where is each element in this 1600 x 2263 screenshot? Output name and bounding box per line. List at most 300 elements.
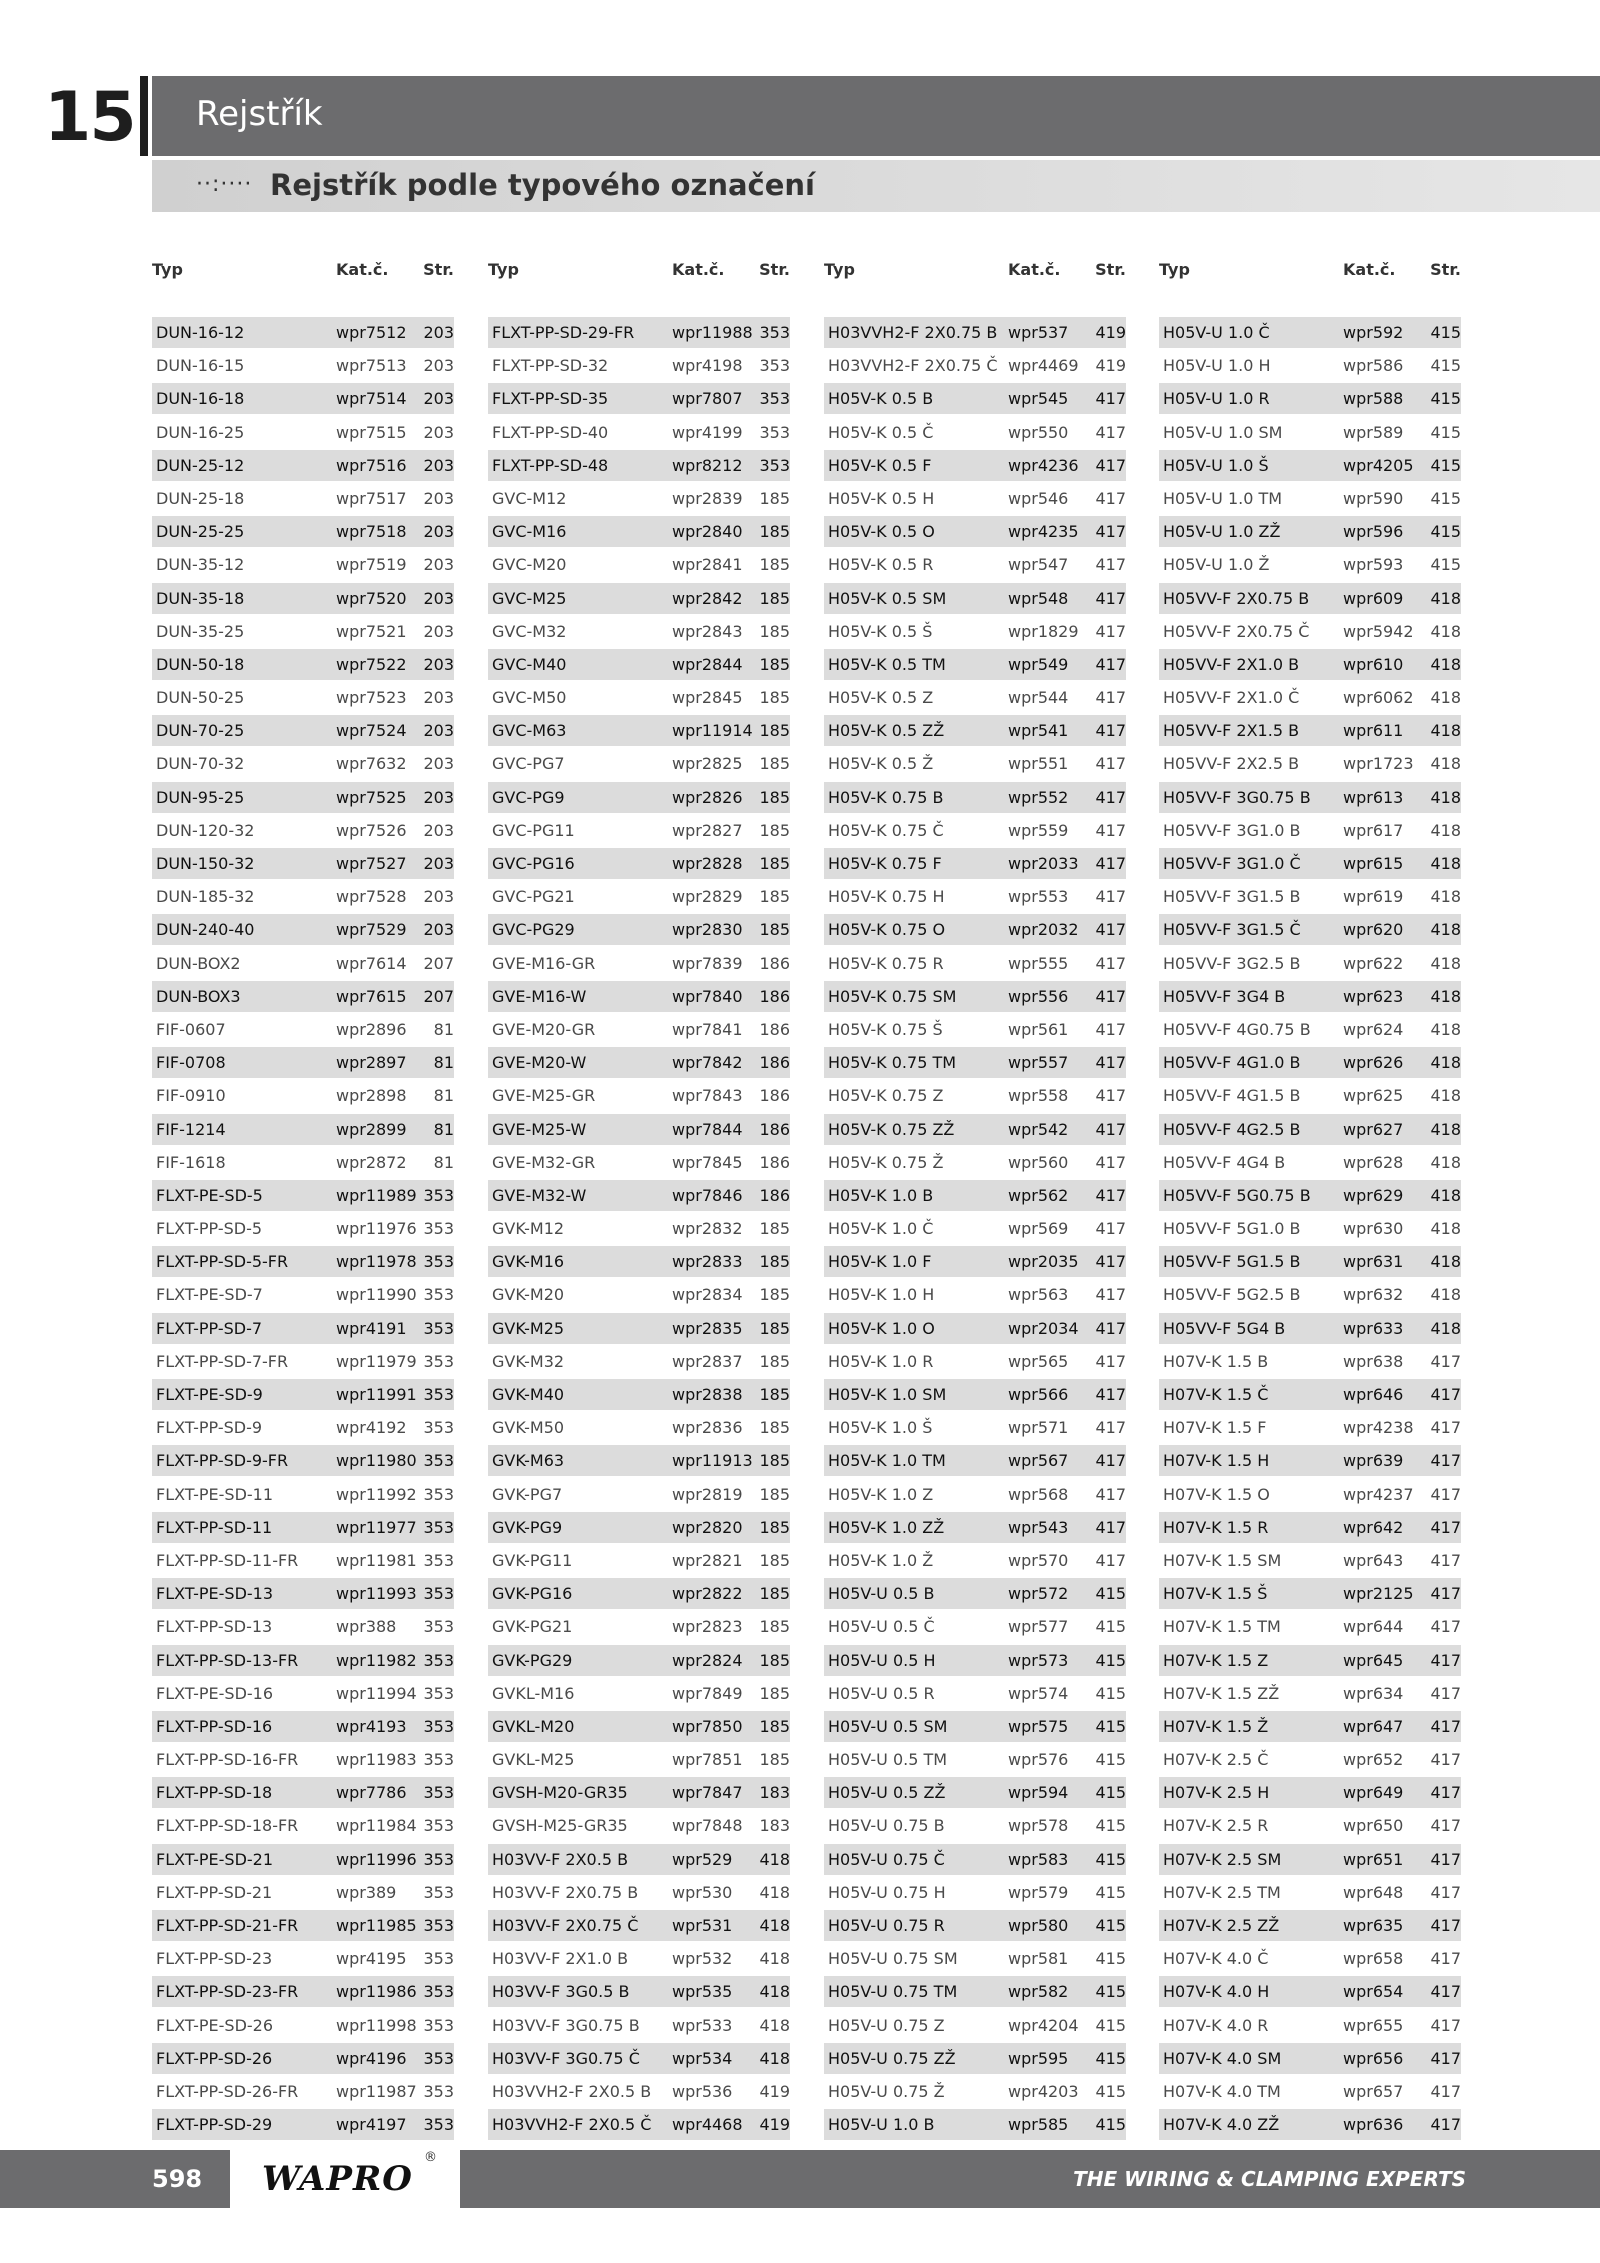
cell-typ: H05V-U 1.0 Ž [1163,555,1270,575]
cell-str: 185 [759,621,790,641]
cell-typ: H07V-K 1.5 H [1163,1451,1270,1471]
cell-kat: wpr534 [672,2048,733,2068]
cell-typ: H05V-U 1.0 H [1163,356,1271,376]
cell-str: 353 [423,2048,454,2068]
table-row [1159,1744,1461,1775]
cell-str: 203 [423,323,454,342]
cell-str: 418 [1430,1285,1461,1305]
table-row [1159,1445,1461,1476]
table-row [824,1611,1126,1642]
cell-typ: GVKL-M16 [492,1683,575,1703]
cell-str: 417 [1095,488,1126,508]
table-row [152,1512,454,1543]
cell-typ: GVK-PG16 [492,1584,573,1604]
table-row [488,450,790,481]
table-row [824,1147,1126,1178]
cell-typ: GVE-M16-GR [492,953,596,973]
cell-typ: DUN-50-18 [156,654,245,674]
cell-str: 203 [423,522,454,542]
cell-typ: H05V-U 0.5 TM [828,1750,948,1770]
cell-str: 417 [1095,455,1126,475]
cell-kat: wpr578 [1008,1816,1069,1836]
cell-typ: H05V-U 0.75 Z [828,2015,945,2035]
cell-str: 418 [759,2048,790,2068]
cell-str: 415 [1095,2048,1126,2068]
cell-kat: wpr625 [1343,1086,1404,1106]
table-row [824,1976,1126,2007]
cell-kat: wpr563 [1008,1285,1069,1305]
cell-str: 417 [1430,1451,1461,1471]
table-row [152,1711,454,1742]
cell-str: 185 [759,1484,790,1504]
table-row [152,1147,454,1178]
table-row [824,981,1126,1012]
table-row [824,848,1126,879]
table-row [824,1080,1126,1111]
table-row [488,1744,790,1775]
cell-typ: H05VV-F 2X1.5 B [1163,721,1300,741]
cell-typ: H03VV-F 2X0.75 B [492,1882,639,1902]
table-row [824,2010,1126,2041]
cell-str: 417 [1095,820,1126,840]
table-row [1159,417,1461,448]
cell-str: 417 [1430,1584,1461,1604]
cell-kat: wpr2830 [672,920,743,940]
cell-kat: wpr2125 [1343,1584,1414,1604]
cell-typ: GVC-PG29 [492,920,575,940]
cell-str: 415 [1095,1882,1126,1902]
cell-typ: H05V-U 0.75 ZŽ [828,2048,956,2068]
cell-str: 185 [759,588,790,608]
cell-typ: GVK-M12 [492,1219,565,1239]
cell-kat: wpr11990 [336,1285,417,1305]
cell-kat: wpr529 [672,1849,733,1869]
table-row [152,2010,454,2041]
cell-typ: H07V-K 2.5 H [1163,1783,1270,1803]
cell-str: 185 [759,522,790,542]
cell-kat: wpr620 [1343,920,1404,940]
cell-typ: H07V-K 4.0 ZŽ [1163,2115,1280,2135]
cell-str: 418 [1430,1119,1461,1139]
cell-str: 185 [759,1385,790,1404]
table-row [824,583,1126,614]
cell-str: 203 [423,754,454,774]
cell-typ: FLXT-PP-SD-21 [156,1882,273,1902]
cell-str: 185 [759,1517,790,1537]
cell-typ: H03VV-F 2X0.75 Č [492,1916,639,1935]
cell-typ: GVE-M25-GR [492,1086,596,1106]
cell-kat: wpr11989 [336,1185,417,1205]
table-row [488,1645,790,1676]
cell-kat: wpr531 [672,1916,733,1935]
page-number: 598 [152,2165,203,2193]
cell-kat: wpr574 [1008,1683,1069,1703]
table-row [1159,881,1461,912]
section-title: Rejstřík podle typového označení [270,168,815,202]
cell-typ: H05V-K 1.0 TM [828,1451,946,1471]
table-row [488,1545,790,1576]
cell-str: 203 [423,920,454,940]
cell-typ: FLXT-PP-SD-11-FR [156,1550,299,1570]
cell-str: 81 [433,1119,454,1139]
table-row [1159,815,1461,846]
cell-kat: wpr2032 [1008,920,1079,940]
cell-kat: wpr11982 [336,1650,417,1670]
table-row [488,815,790,846]
cell-str: 353 [423,1185,454,1205]
cell-typ: H05V-U 0.75 TM [828,1982,958,2002]
cell-kat: wpr2834 [672,1285,743,1305]
cell-str: 185 [759,787,790,807]
cell-kat: wpr7519 [336,555,407,575]
cell-str: 419 [1095,356,1126,376]
table-row [488,1180,790,1211]
table-row [488,1445,790,1476]
table-row [824,2043,1126,2074]
cell-str: 185 [759,1351,790,1371]
cell-str: 185 [759,1219,790,1239]
cell-str: 185 [759,1451,790,1471]
cell-str: 417 [1095,1385,1126,1404]
cell-str: 353 [423,1285,454,1305]
cell-str: 417 [1095,1119,1126,1139]
cell-str: 185 [759,754,790,774]
cell-str: 417 [1095,588,1126,608]
table-row [1159,649,1461,680]
table-row [152,1744,454,1775]
cell-str: 185 [759,1584,790,1604]
cell-str: 417 [1430,1949,1461,1969]
cell-kat: wpr615 [1343,854,1404,873]
header-str: Str. [759,260,790,279]
cell-str: 415 [1430,323,1461,342]
cell-str: 353 [423,1849,454,1869]
cell-typ: H05V-U 0.5 B [828,1584,935,1604]
cell-kat: wpr2838 [672,1385,743,1404]
cell-kat: wpr7526 [336,820,407,840]
cell-typ: H03VVH2-F 2X0.75 Č [828,356,998,376]
cell-str: 353 [423,1451,454,1471]
table-row [152,1877,454,1908]
table-row [152,1379,454,1410]
cell-kat: wpr7529 [336,920,407,940]
cell-str: 418 [1430,1252,1461,1272]
cell-typ: H05VV-F 3G1.5 Č [1163,920,1301,940]
cell-kat: wpr648 [1343,1882,1404,1902]
cell-str: 203 [423,488,454,508]
cell-kat: wpr11983 [336,1750,417,1770]
cell-str: 353 [423,1650,454,1670]
table-row [152,583,454,614]
cell-str: 417 [1430,1882,1461,1902]
cell-kat: wpr1829 [1008,621,1079,641]
cell-kat: wpr560 [1008,1152,1069,1172]
cell-str: 186 [759,1119,790,1139]
cell-kat: wpr630 [1343,1219,1404,1239]
table-row [152,881,454,912]
table-row [824,383,1126,414]
cell-str: 353 [423,1816,454,1836]
cell-kat: wpr4469 [1008,356,1079,376]
cell-typ: FLXT-PP-SD-32 [492,356,609,376]
table-row [1159,1180,1461,1211]
cell-str: 415 [1430,455,1461,475]
cell-kat: wpr4196 [336,2048,407,2068]
cell-typ: GVKL-M25 [492,1750,575,1770]
cell-kat: wpr2035 [1008,1252,1079,1272]
table-row [152,383,454,414]
cell-str: 417 [1095,1550,1126,1570]
table-row [488,1412,790,1443]
cell-kat: wpr7527 [336,854,407,873]
cell-typ: H05V-U 1.0 TM [1163,488,1283,508]
cell-kat: wpr594 [1008,1783,1069,1803]
cell-kat: wpr624 [1343,1019,1404,1039]
cell-typ: DUN-25-25 [156,522,245,542]
table-row [1159,516,1461,547]
cell-typ: H03VV-F 2X0.5 B [492,1849,629,1869]
chapter-number: 15 [44,78,135,157]
cell-str: 185 [759,1318,790,1338]
table-row [488,616,790,647]
cell-kat: wpr631 [1343,1252,1404,1272]
table-row [1159,2010,1461,2041]
table-row [824,1578,1126,1609]
cell-typ: FLXT-PP-SD-18-FR [156,1816,299,1836]
table-row [1159,1412,1461,1443]
cell-typ: FLXT-PP-SD-9-FR [156,1451,289,1471]
cell-typ: FLXT-PP-SD-26-FR [156,2081,299,2101]
cell-str: 417 [1095,555,1126,575]
cell-kat: wpr7844 [672,1119,743,1139]
cell-kat: wpr2872 [336,1152,407,1172]
cell-typ: H05VV-F 4G2.5 B [1163,1119,1301,1139]
cell-str: 418 [1430,688,1461,708]
table-row [152,2109,454,2140]
cell-typ: H05V-U 0.75 B [828,1816,945,1836]
cell-kat: wpr610 [1343,654,1404,674]
table-row [488,1711,790,1742]
cell-typ: H05VV-F 2X0.75 Č [1163,621,1310,641]
cell-str: 203 [423,820,454,840]
cell-typ: FIF-0910 [156,1086,226,1106]
cell-kat: wpr575 [1008,1716,1069,1736]
cell-typ: H05V-U 0.5 SM [828,1716,948,1736]
table-row [1159,2076,1461,2107]
table-row [824,516,1126,547]
cell-typ: H05V-U 1.0 Č [1163,323,1270,342]
cell-str: 417 [1095,1053,1126,1073]
cell-str: 185 [759,1418,790,1438]
cell-typ: H07V-K 1.5 Ž [1163,1716,1269,1736]
cell-kat: wpr561 [1008,1019,1069,1039]
table-row [824,2109,1126,2140]
cell-typ: H05VV-F 5G1.5 B [1163,1252,1301,1272]
cell-str: 185 [759,1750,790,1770]
cell-typ: H05V-K 0.5 TM [828,654,946,674]
cell-typ: GVC-M50 [492,688,567,708]
table-row [488,1877,790,1908]
cell-str: 415 [1095,1617,1126,1637]
cell-typ: H05V-U 0.75 R [828,1916,945,1935]
cell-kat: wpr11913 [672,1451,753,1471]
cell-str: 417 [1095,1019,1126,1039]
table-row [488,1213,790,1244]
cell-kat: wpr11992 [336,1484,417,1504]
table-row [1159,782,1461,813]
cell-kat: wpr4204 [1008,2015,1079,2035]
cell-str: 417 [1095,721,1126,741]
cell-str: 186 [759,1053,790,1073]
cell-typ: GVC-PG21 [492,887,575,907]
cell-str: 207 [423,986,454,1006]
cell-typ: H05V-K 0.75 Z [828,1086,944,1106]
column-header [152,257,454,283]
cell-typ: DUN-95-25 [156,787,245,807]
cell-str: 185 [759,1683,790,1703]
cell-typ: FLXT-PP-SD-40 [492,422,609,442]
cell-typ: H07V-K 1.5 R [1163,1517,1269,1537]
cell-kat: wpr2827 [672,820,743,840]
table-row [488,549,790,580]
cell-typ: H05VV-F 3G1.0 B [1163,820,1301,840]
cell-typ: GVC-PG7 [492,754,565,774]
cell-typ: H07V-K 1.5 ZŽ [1163,1683,1280,1703]
table-row [152,748,454,779]
column-header [824,257,1126,283]
cell-kat: wpr633 [1343,1318,1404,1338]
cell-str: 417 [1430,1617,1461,1637]
cell-kat: wpr4236 [1008,455,1079,475]
cell-kat: wpr567 [1008,1451,1069,1471]
cell-typ: GVE-M32-GR [492,1152,596,1172]
table-row [1159,549,1461,580]
cell-typ: H05VV-F 5G0.75 B [1163,1185,1311,1205]
cell-str: 353 [423,1385,454,1404]
table-row [824,1844,1126,1875]
table-row [152,516,454,547]
cell-kat: wpr7514 [336,389,407,409]
cell-typ: H05V-K 1.0 R [828,1351,934,1371]
cell-kat: wpr2825 [672,754,743,774]
cell-typ: GVE-M20-GR [492,1019,596,1039]
table-row [488,1279,790,1310]
cell-str: 185 [759,820,790,840]
index-column-4 [1159,257,1461,2142]
table-row [824,1943,1126,1974]
cell-typ: H05V-K 1.0 Č [828,1219,934,1239]
cell-typ: GVC-M32 [492,621,567,641]
table-row [824,1279,1126,1310]
cell-typ: GVE-M16-W [492,986,587,1006]
table-row [824,616,1126,647]
cell-kat: wpr619 [1343,887,1404,907]
table-row [824,2076,1126,2107]
cell-str: 203 [423,854,454,873]
table-row [152,1976,454,2007]
cell-typ: DUN-35-12 [156,555,245,575]
cell-str: 185 [759,854,790,873]
cell-kat: wpr11994 [336,1683,417,1703]
column-header [488,257,790,283]
cell-typ: DUN-16-12 [156,323,245,342]
table-row [152,1611,454,1642]
cell-kat: wpr7520 [336,588,407,608]
cell-typ: GVC-M63 [492,721,567,741]
cell-typ: FLXT-PP-SD-23-FR [156,1982,299,2002]
cell-typ: DUN-25-12 [156,455,245,475]
cell-typ: FLXT-PP-SD-21-FR [156,1916,299,1935]
cell-kat: wpr2837 [672,1351,743,1371]
cell-kat: wpr593 [1343,555,1404,575]
cell-typ: H05V-U 0.75 SM [828,1949,958,1969]
cell-kat: wpr565 [1008,1351,1069,1371]
cell-str: 417 [1430,2081,1461,2101]
cell-typ: GVKL-M20 [492,1716,575,1736]
cell-kat: wpr556 [1008,986,1069,1006]
cell-kat: wpr7850 [672,1716,743,1736]
cell-str: 353 [759,356,790,376]
cell-typ: H07V-K 4.0 Č [1163,1949,1269,1969]
cell-kat: wpr570 [1008,1550,1069,1570]
table-row [488,1346,790,1377]
cell-str: 353 [423,1783,454,1803]
table-row [1159,914,1461,945]
table-row [824,1213,1126,1244]
cell-typ: GVK-M25 [492,1318,565,1338]
cell-kat: wpr2898 [336,1086,407,1106]
cell-str: 417 [1095,422,1126,442]
cell-str: 418 [759,1882,790,1902]
cell-kat: wpr11993 [336,1584,417,1604]
cell-kat: wpr7807 [672,389,743,409]
cell-kat: wpr583 [1008,1849,1069,1869]
header-kat: Kat.č. [1343,260,1396,279]
cell-str: 418 [1430,1219,1461,1239]
table-row [488,583,790,614]
cell-str: 417 [1430,1650,1461,1670]
table-row [824,1711,1126,1742]
cell-str: 415 [1430,389,1461,409]
cell-str: 419 [1095,323,1126,342]
cell-str: 183 [759,1816,790,1836]
cell-kat: wpr588 [1343,389,1404,409]
cell-kat: wpr530 [672,1882,733,1902]
cell-str: 417 [1095,1484,1126,1504]
cell-typ: H05VV-F 3G0.75 B [1163,787,1311,807]
table-row [152,1545,454,1576]
cell-typ: FLXT-PP-SD-26 [156,2048,273,2068]
cell-typ: H05V-K 0.75 B [828,787,944,807]
cell-kat: wpr2844 [672,654,743,674]
chapter-divider [140,76,148,156]
table-row [824,417,1126,448]
cell-typ: FLXT-PP-SD-11 [156,1517,273,1537]
cell-str: 203 [423,555,454,575]
cell-typ: H05V-K 1.0 Ž [828,1550,934,1570]
table-row [488,914,790,945]
cell-typ: H05V-K 0.75 F [828,854,942,873]
cell-str: 353 [423,1351,454,1371]
table-row [824,1645,1126,1676]
cell-kat: wpr609 [1343,588,1404,608]
cell-kat: wpr11980 [336,1451,417,1471]
cell-str: 203 [423,887,454,907]
cell-typ: FLXT-PP-SD-16 [156,1716,273,1736]
cell-str: 417 [1430,1849,1461,1869]
cell-kat: wpr7515 [336,422,407,442]
cell-kat: wpr622 [1343,953,1404,973]
